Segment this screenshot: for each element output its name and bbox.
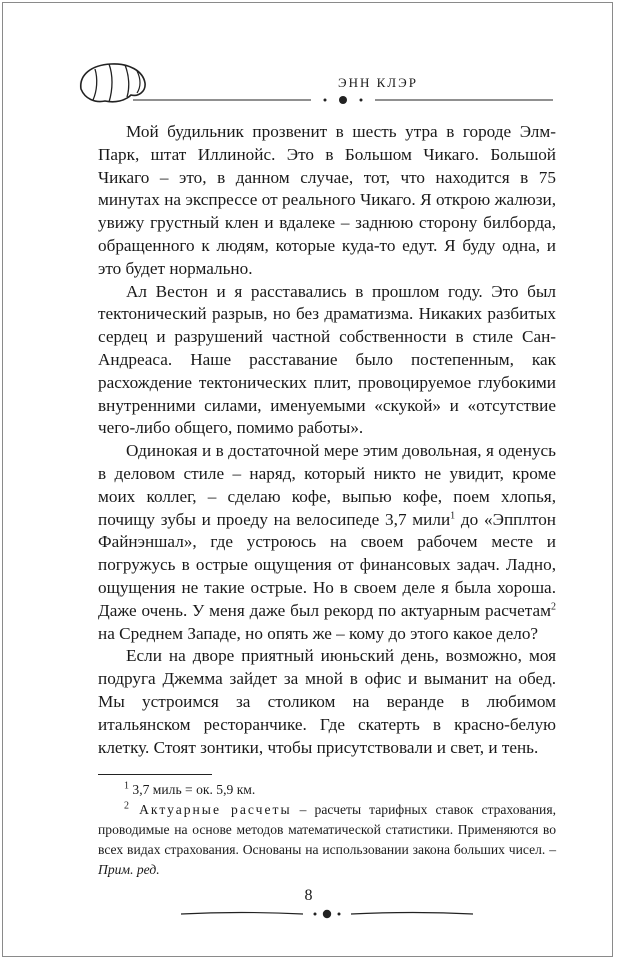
running-head: ЭНН КЛЭР xyxy=(338,75,418,90)
footer-ornament xyxy=(181,907,473,921)
paragraph xyxy=(98,440,556,645)
header-ornament xyxy=(133,94,553,106)
footnote-text: 3,7 миль = ок. 5,9 км. xyxy=(129,782,256,797)
paragraph-text: Мой будильник прозвенит в шесть утра в городе Элм-Парк, штат Иллинойс. Это в Большом Чикаго. Большой Чикаго – это, в данном случае, тот, что находится в 75 минутах на экспрессе от реального Чикаго. Я открою жалюзи, увижу грустный клен и вдалеке – заднюю сторону билборда, обращенного к людям, которые куда-то едут. Я буду одна, и это будет нормально. xyxy=(98,122,556,278)
footnote-ref[interactable]: 1 xyxy=(450,509,456,521)
footnote-marker: 1 xyxy=(124,780,129,792)
footnote-term: Актуарные расчеты xyxy=(129,802,292,817)
paragraph-text: до «Эпплтон Файнэншал», где устроюсь на своем рабочем месте и погружусь в острые ощущения от финансовых задач. Ладно, ощущения не такие острые. Но в своем деле я была хороша. Даже очень. У меня даже был рекорд по актуарным расчетам xyxy=(98,509,557,620)
paragraph-text: Одинокая и в достаточной мере этим довольная, я оденусь в деловом стиле – наряд, который никто не увидит, кроме моих коллег, – сделаю кофе, выпью кофе, поем хлопья, почищу зубы и проеду на велосипеде 3,7 мили xyxy=(98,441,556,529)
paragraph xyxy=(98,281,556,441)
paragraph xyxy=(98,121,556,281)
editor-note: Прим. ред. xyxy=(98,862,160,877)
body-text xyxy=(98,121,556,759)
paragraph xyxy=(98,645,556,759)
paragraph-text: Ал Вестон и я расставались в прошлом году. Это был тектонический разрыв, но без драматизма. Никаких разбитых сердец и разрушений частной собственности в стиле Сан-Андреаса. Наше расставание было постепенным, как расхождение тектонических плит, провоцируемое глубокими внутренними силами, именуемыми «скукой» и «отсутствие чего-либо общего, помимо работы». xyxy=(98,281,556,438)
footnote-ref[interactable]: 2 xyxy=(551,601,556,612)
footnotes xyxy=(98,780,556,880)
paragraph-text: на Среднем Западе, но опять же – кому до этого какое дело? xyxy=(98,623,539,643)
page-number: 8 xyxy=(304,887,313,904)
book-page xyxy=(2,2,613,957)
footnote xyxy=(98,800,556,880)
footnote-text: – расчеты тарифных ставок страхования, проводимые на основе методов математической статистики. Применяются во всех видах страхования. Основаны на использовании закона больших чисел. – xyxy=(98,802,556,857)
footnote-marker: 2 xyxy=(124,800,129,812)
paragraph-text: Если на дворе приятный июньский день, возможно, моя подруга Джемма зайдет за мной в офис и выманит на обед. Мы устроимся за столиком на веранде в любимом итальянском ресторанчике. Где скатерть в красно-белую клетку. Стоят зонтики, чтобы присутствовали и свет, и тень. xyxy=(98,646,556,757)
footnote xyxy=(98,780,556,800)
footnote-divider xyxy=(98,774,212,775)
